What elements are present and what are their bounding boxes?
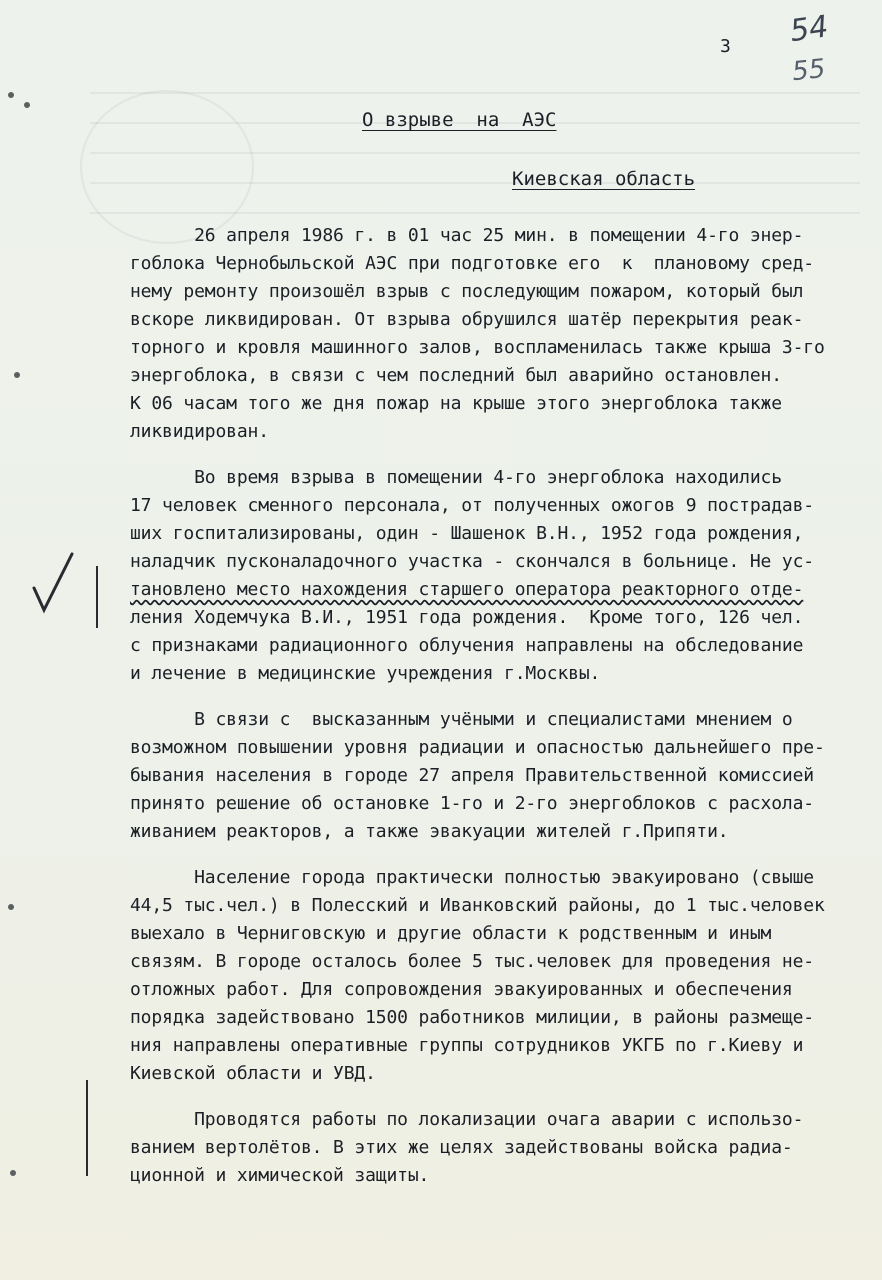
text-line: отложных работ. Для сопровождения эвакуированных и обеспечения: [130, 979, 793, 1000]
text-line: принято решение об остановке 1-го и 2-го энергоблоков с расхола-: [130, 793, 814, 814]
text-line: бывания населения в городе 27 апреля Правительственной комиссией: [130, 765, 814, 786]
punch-hole: [10, 1170, 16, 1176]
text-line: Киевской области и УВД.: [130, 1063, 376, 1084]
region-heading: Киевская область: [512, 168, 696, 190]
folio-number-bottom: 55: [790, 53, 827, 88]
text-line: ления Ходемчука В.И., 1951 года рождения. Кроме того, 126 чел.: [130, 607, 804, 628]
text-line: наладчик пусконаладочного участка - скончался в больнице. Не ус-: [130, 551, 814, 572]
text-line: и лечение в медицинские учреждения г.Москвы.: [130, 663, 601, 684]
underlined-text-line: тановлено место нахождения старшего оператора реакторного отде-: [130, 579, 804, 600]
text-line: ния направлены оперативные группы сотрудников УКГБ по г.Киеву и: [130, 1035, 804, 1056]
text-line: В связи с высказанным учёными и специалистами мнением о: [130, 709, 793, 730]
text-line: 26 апреля 1986 г. в 01 час 25 мин. в помещении 4-го энер-: [130, 225, 804, 246]
text-line: вскоре ликвидирован. От взрыва обрушился шатёр перекрытия реак-: [130, 309, 804, 330]
paragraph-5: [130, 1106, 860, 1190]
paragraph-4: [130, 864, 860, 1088]
text-line: живанием реакторов, а также эвакуации жителей г.Припяти.: [130, 821, 729, 842]
text-line: Проводятся работы по локализации очага аварии с использо-: [130, 1109, 804, 1130]
text-line: гоблока Чернобыльской АЭС при подготовке его к плановому сред-: [130, 253, 814, 274]
punch-hole: [8, 904, 14, 910]
document-title: О взрыве на АЭС: [362, 109, 557, 131]
handwritten-folio-number: [784, 8, 844, 88]
paragraph-1: [130, 222, 860, 446]
margin-line: [96, 566, 98, 628]
text-line: нему ремонту произошёл взрыв с последующим пожаром, который был: [130, 281, 804, 302]
page-number: 3: [720, 36, 731, 57]
text-line: ванием вертолётов. В этих же целях задействованы войска радиа-: [130, 1137, 793, 1158]
text-line: 44,5 тыс.чел.) в Полесский и Иванковский районы, до 1 тыс.человек: [130, 895, 825, 916]
text-line: с признаками радиационного облучения направлены на обследование: [130, 635, 804, 656]
punch-hole: [24, 102, 30, 108]
faint-stamp: [80, 90, 254, 244]
margin-line: [86, 1080, 88, 1176]
paragraph-2: [130, 464, 860, 688]
check-mark-icon: [22, 548, 82, 628]
paragraph-3: [130, 706, 860, 846]
text-line: связям. В городе осталось более 5 тыс.человек для проведения не-: [130, 951, 814, 972]
folio-number-top: 54: [787, 9, 831, 50]
text-line: 17 человек сменного персонала, от полученных ожогов 9 пострадав-: [130, 495, 814, 516]
text-line: К 06 часам того же дня пожар на крыше этого энергоблока также: [130, 393, 782, 414]
text-line: выехало в Черниговскую и другие области к родственным и иным: [130, 923, 772, 944]
text-line: возможном повышении уровня радиации и опасностью дальнейшего пре-: [130, 737, 825, 758]
text-line: порядка задействовано 1500 работников милиции, в районы размеще-: [130, 1007, 814, 1028]
text-line: энергоблока, в связи с чем последний был аварийно остановлен.: [130, 365, 782, 386]
punch-hole: [8, 92, 14, 98]
text-line: ционной и химической защиты.: [130, 1165, 430, 1186]
punch-hole: [14, 372, 20, 378]
document-body: [130, 222, 860, 1190]
text-line: ликвидирован.: [130, 421, 269, 442]
text-line: ших госпитализированы, один - Шашенок В.Н., 1952 года рождения,: [130, 523, 804, 544]
text-line: Население города практически полностью эвакуировано (свыше: [130, 867, 814, 888]
text-line: торного и кровля машинного залов, воспламенилась также крыша 3-го: [130, 337, 825, 358]
text-line: Во время взрыва в помещении 4-го энергоблока находились: [130, 467, 782, 488]
